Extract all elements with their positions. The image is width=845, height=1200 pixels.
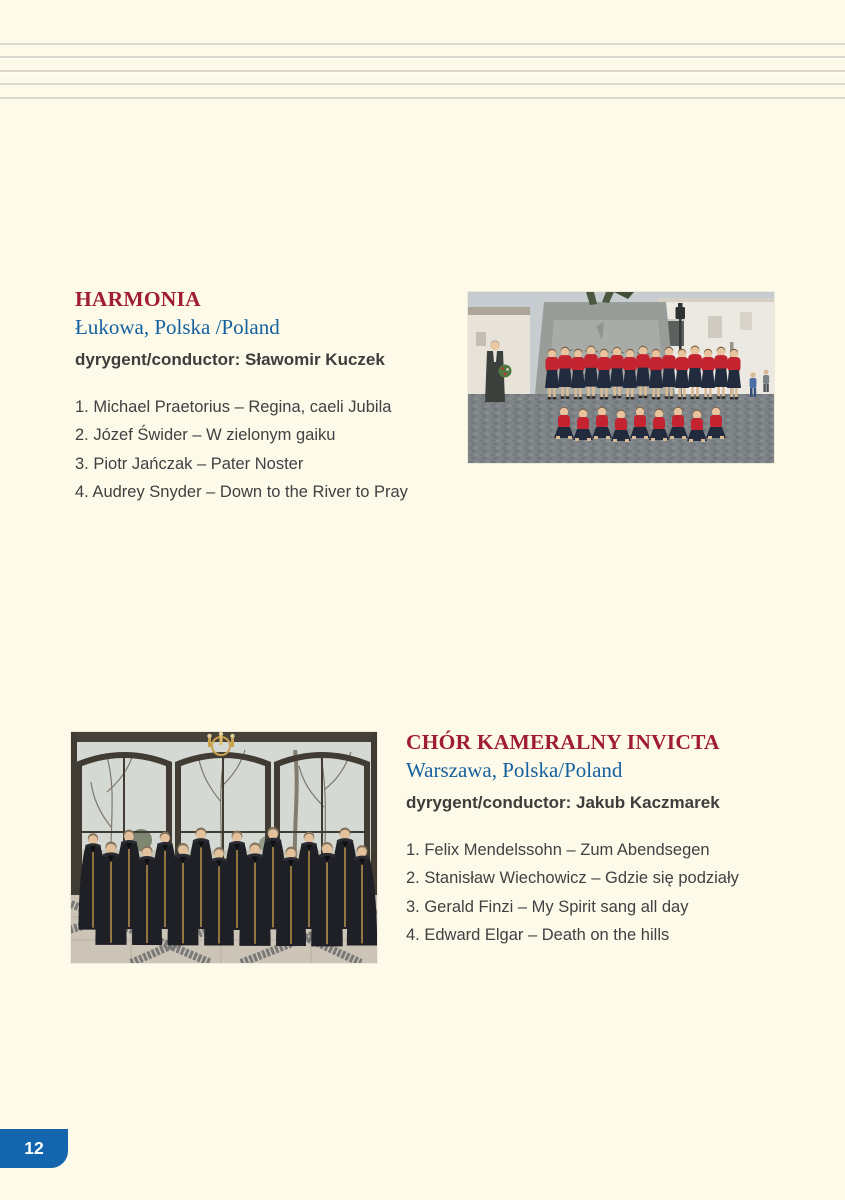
page-number-badge: 12 [0,1129,68,1168]
staff-line [0,70,845,72]
conductor-line: dyrygent/conductor: Jakub Kaczmarek [406,793,720,813]
staff-line [0,97,845,99]
choir-name: CHÓR KAMERALNY INVICTA [406,730,720,754]
repertoire-item: 3. Piotr Jańczak – Pater Noster [75,454,304,473]
repertoire-item: 2. Stanisław Wiechowicz – Gdzie się podziały [406,869,739,888]
staff-line [0,83,845,85]
conductor-line: dyrygent/conductor: Sławomir Kuczek [75,350,385,370]
choir-location: Łukowa, Polska /Poland [75,315,280,340]
choir-location: Warszawa, Polska/Poland [406,758,623,783]
section-invicta [406,731,806,949]
repertoire-item: 1. Michael Praetorius – Regina, caeli Jubila [75,397,392,416]
repertoire-item: 1. Felix Mendelssohn – Zum Abendsegen [406,840,710,859]
repertoire-item: 4. Audrey Snyder – Down to the River to Pray [75,483,408,502]
choir-name: HARMONIA [75,287,201,311]
section-harmonia [75,288,435,506]
staff-line [0,56,845,58]
staff-line [0,43,845,45]
invicta-choir-photo [71,732,377,963]
repertoire-list [75,393,435,507]
repertoire-item: 4. Edward Elgar – Death on the hills [406,926,670,945]
repertoire-item: 3. Gerald Finzi – My Spirit sang all day [406,897,689,916]
repertoire-item: 2. Józef Świder – W zielonym gaiku [75,426,336,445]
repertoire-list [406,836,806,950]
harmonia-choir-photo [468,292,774,463]
